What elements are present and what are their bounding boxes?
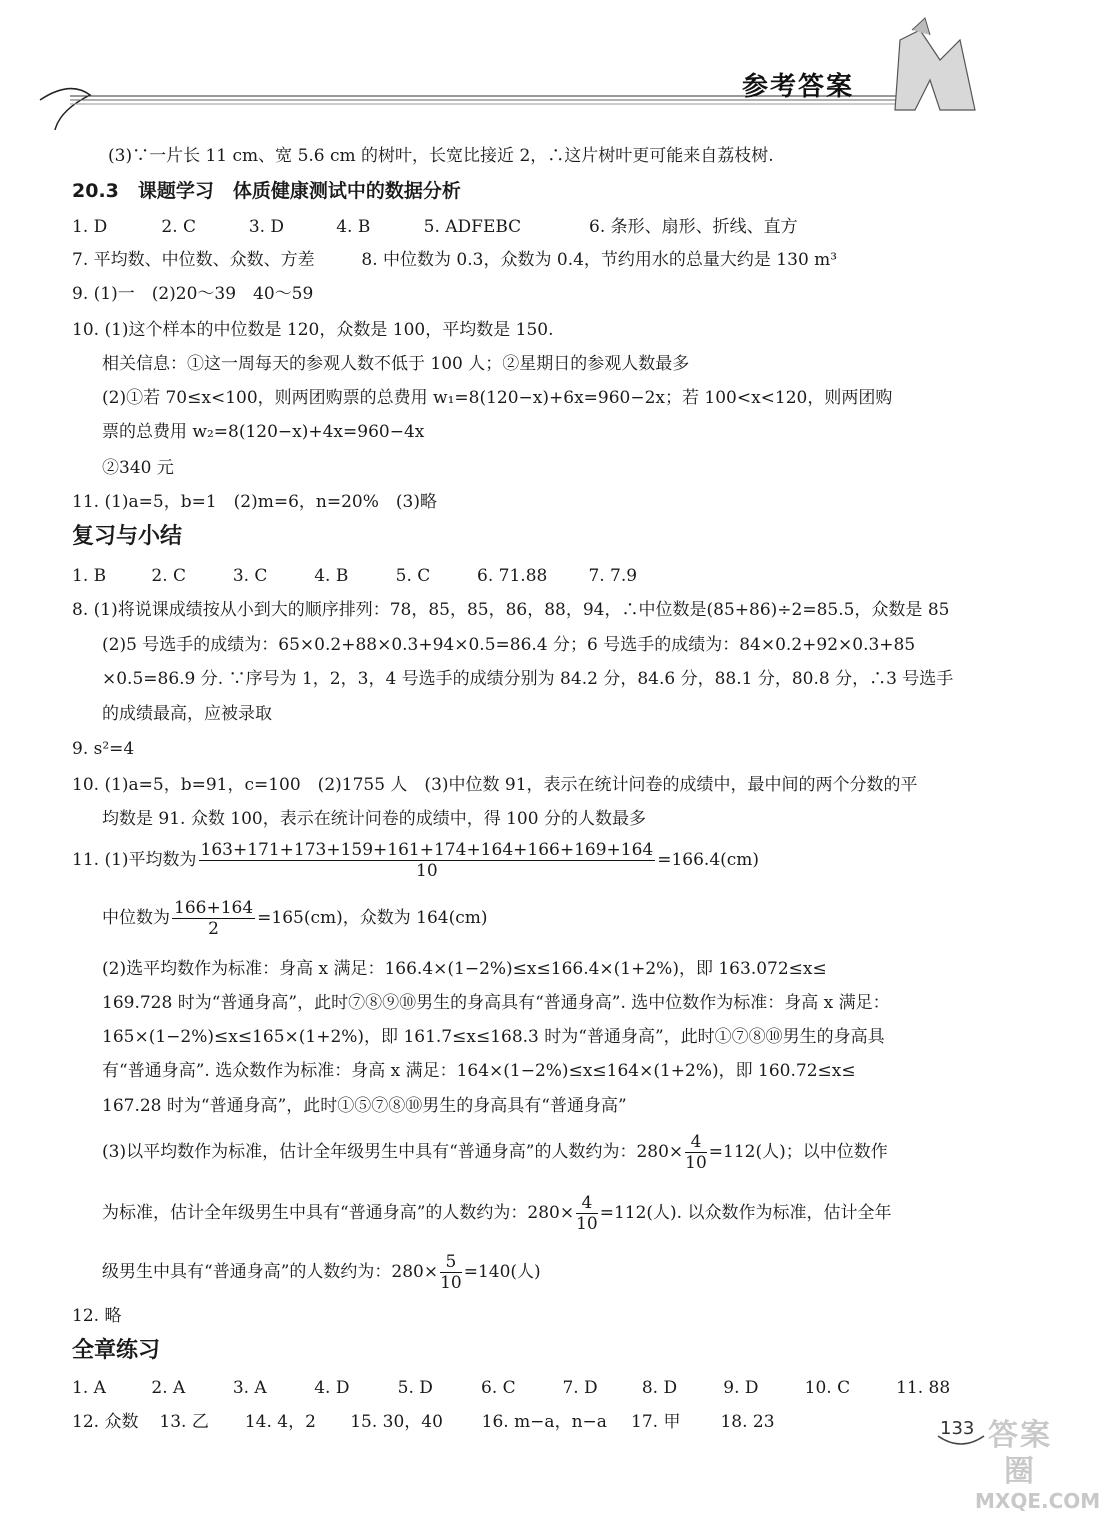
fraction xyxy=(172,898,255,939)
answer-item: 7. 平均数、中位数、众数、方差 xyxy=(72,250,315,270)
answer-item: 11. 88 xyxy=(896,1378,951,1398)
answer-line: 票的总费用 w₂=8(120−x)+4x=960−4x xyxy=(102,422,425,442)
answer-item: 9. D xyxy=(723,1378,759,1398)
fraction-numerator: 163+171+173+159+161+174+164+166+169+164 xyxy=(200,840,654,860)
fraction-suffix: =165(cm)，众数为 164(cm) xyxy=(257,908,488,928)
answer-line: 9. s²=4 xyxy=(72,739,135,759)
fraction-prefix: 中位数为 xyxy=(102,908,170,928)
fraction-denominator: 10 xyxy=(416,861,438,881)
answer-item: 18. 23 xyxy=(720,1412,775,1432)
answer-item: 16. m−a，n−a xyxy=(481,1412,607,1432)
answer-item: 4. B xyxy=(336,217,371,237)
answer-row xyxy=(72,565,637,587)
answer-row xyxy=(72,1411,775,1433)
answer-item: 15. 30，40 xyxy=(350,1412,443,1432)
answer-line: 165×(1−2%)≤x≤165×(1+2%)，即 161.7≤x≤168.3 时为“普通身高”，此时①⑦⑧⑩男生的身高具 xyxy=(102,1027,885,1047)
answer-line: 均数是 91. 众数 100，表示在统计问卷的成绩中，得 100 分的人数最多 xyxy=(102,809,646,829)
answer-item: 2. C xyxy=(161,217,197,237)
fraction-prefix: 级男生中具有“普通身高”的人数约为：280× xyxy=(102,1262,439,1282)
fraction-suffix: =112(人)；以中位数作 xyxy=(708,1142,888,1162)
fraction-denominator: 2 xyxy=(208,919,219,939)
answer-item: 8. D xyxy=(641,1378,678,1398)
answer-line: 8. (1)将说课成绩按从小到大的顺序排列：78，85，85，86，88，94，∴中位数是(85+86)÷2=85.5，众数是 85 xyxy=(72,600,950,620)
fraction-suffix: =112(人). 以众数作为标准，估计全年 xyxy=(599,1203,892,1223)
answer-line: 12. 略 xyxy=(72,1306,122,1326)
answer-item: 4. B xyxy=(314,566,349,586)
answer-item: 3. A xyxy=(232,1378,267,1398)
fraction-suffix: =140(人) xyxy=(463,1262,541,1282)
answer-line: 11. (1)a=5，b=1 (2)m=6，n=20% (3)略 xyxy=(72,492,437,512)
watermark xyxy=(975,1418,1100,1513)
answer-line: (2)5 号选手的成绩为：65×0.2+88×0.3+94×0.5=86.4 分；6 号选手的成绩为：84×0.2+92×0.3+85 xyxy=(102,635,916,655)
answer-line-fraction xyxy=(72,840,759,881)
answer-item: 5. ADFEBC xyxy=(423,217,522,237)
section-title: 全章练习 xyxy=(72,1338,161,1363)
answer-line: ×0.5=86.9 分. ∵序号为 1，2，3，4 号选手的成绩分别为 84.2 分，84.6 分，88.1 分，80.8 分，∴3 号选手 xyxy=(102,669,954,689)
answer-item: 7. D xyxy=(562,1378,598,1398)
fraction-prefix: 为标准，估计全年级男生中具有“普通身高”的人数约为：280× xyxy=(102,1203,575,1223)
fraction-denominator: 10 xyxy=(440,1273,462,1293)
answer-line-fraction xyxy=(102,898,488,939)
answer-item: 14. 4，2 xyxy=(244,1412,316,1432)
fraction-numerator: 166+164 xyxy=(174,898,254,918)
fraction-numerator: 4 xyxy=(576,1193,598,1214)
answer-line: 169.728 时为“普通身高”，此时⑦⑧⑨⑩男生的身高具有“普通身高”. 选中位数作为标准：身高 x 满足： xyxy=(102,993,890,1013)
answer-item: 10. C xyxy=(804,1378,851,1398)
answer-item: 3. C xyxy=(232,566,268,586)
answer-line: 有“普通身高”. 选众数作为标准：身高 x 满足：164×(1−2%)≤x≤164×(1+2%)，即 160.72≤x≤ xyxy=(102,1061,856,1081)
answer-line-fraction xyxy=(102,1252,541,1293)
fraction-prefix: 11. (1)平均数为 xyxy=(72,850,197,870)
answer-item: 8. 中位数为 0.3，众数为 0.4，节约用水的总量大约是 130 m³ xyxy=(361,250,838,270)
answer-line: 9. (1)一 (2)20～39 40～59 xyxy=(72,284,314,304)
answer-line: ②340 元 xyxy=(102,458,174,478)
answer-line-fraction xyxy=(102,1193,891,1234)
answer-item: 3. D xyxy=(248,217,285,237)
answer-item: 1. A xyxy=(72,1378,106,1398)
watermark-logo-text: 答案圈 xyxy=(988,1418,1052,1489)
fraction-denominator: 10 xyxy=(685,1153,707,1173)
answer-item: 12. 众数 xyxy=(72,1412,139,1432)
answer-item: 4. D xyxy=(314,1378,350,1398)
answer-item: 17. 甲 xyxy=(631,1412,681,1432)
answer-item: 5. D xyxy=(397,1378,433,1398)
answer-line xyxy=(72,249,837,271)
answer-line: 的成绩最高，应被录取 xyxy=(102,704,272,724)
section-title: 20.3 课题学习 体质健康测试中的数据分析 xyxy=(72,180,461,202)
line-text: (3)∵一片长 11 cm、宽 5.6 cm 的树叶，长宽比接近 2，∴这片树叶更可能来自荔枝树. xyxy=(108,146,774,166)
fraction xyxy=(576,1193,598,1234)
fraction xyxy=(199,840,656,881)
answer-item: 1. D xyxy=(72,217,108,237)
fraction-numerator: 5 xyxy=(440,1252,462,1273)
answer-item: 2. C xyxy=(151,566,187,586)
page-header xyxy=(0,0,1068,135)
answer-line: 10. (1)这个样本的中位数是 120，众数是 100，平均数是 150. xyxy=(72,320,554,340)
answer-line: 167.28 时为“普通身高”，此时①⑤⑦⑧⑩男生的身高具有“普通身高” xyxy=(102,1096,627,1116)
fraction xyxy=(440,1252,462,1293)
fraction-suffix: =166.4(cm) xyxy=(657,850,760,870)
answer-item: 2. A xyxy=(151,1378,186,1398)
fraction-prefix: (3)以平均数作为标准，估计全年级男生中具有“普通身高”的人数约为：280× xyxy=(102,1142,684,1162)
answer-row xyxy=(72,1377,950,1399)
fraction-denominator: 10 xyxy=(576,1214,598,1234)
answer-line-fraction xyxy=(102,1132,888,1173)
watermark-url: MXQE.COM xyxy=(975,1489,1100,1513)
answer-item: 6. 条形、扇形、折线、直方 xyxy=(589,217,798,237)
answer-item: 7. 7.9 xyxy=(588,566,638,586)
answer-line: 相关信息：①这一周每天的参观人数不低于 100 人；②星期日的参观人数最多 xyxy=(102,354,690,374)
answer-item: 5. C xyxy=(395,566,431,586)
fraction-numerator: 4 xyxy=(685,1132,707,1153)
answer-row xyxy=(72,216,798,238)
page-number: 133 xyxy=(940,1418,975,1439)
section-title: 复习与小结 xyxy=(72,524,183,549)
header-decoration xyxy=(0,0,1068,135)
answer-item: 6. 71.88 xyxy=(477,566,548,586)
answer-item: 13. 乙 xyxy=(159,1412,209,1432)
header-title: 参考答案 xyxy=(742,72,855,102)
answer-line: 10. (1)a=5，b=91，c=100 (2)1755 人 (3)中位数 91，表示在统计问卷的成绩中，最中间的两个分数的平 xyxy=(72,775,918,795)
fraction xyxy=(685,1132,707,1173)
answer-item: 6. C xyxy=(481,1378,516,1398)
answer-line: (2)选平均数作为标准：身高 x 满足：166.4×(1−2%)≤x≤166.4×(1+2%)，即 163.072≤x≤ xyxy=(102,959,827,979)
answer-item: 1. B xyxy=(72,566,107,586)
answer-line: (2)①若 70≤x<100，则两团购票的总费用 w₁=8(120−x)+6x=960−2x；若 100<x<120，则两团购 xyxy=(102,388,893,408)
